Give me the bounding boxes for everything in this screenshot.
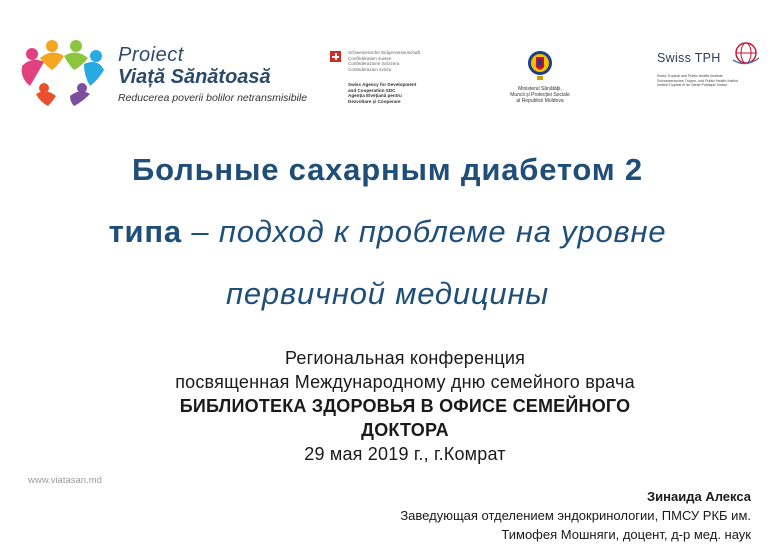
sdc-agency-text: Swiss Agency for Development and Cooperation SDC Agenția Elvețiană pentru Dezvoltare și Cooperare [348,82,417,104]
title-italic-text: – подход к проблеме на уровне [181,214,667,249]
ministry-logo [495,48,585,116]
coat-of-arms-icon [527,48,553,82]
website-url: www.viatasan.md [28,475,102,486]
title-line-1: Больные сахарным диабетом 2 [132,152,643,187]
globe-icon [729,40,763,66]
logo-tagline: Reducerea poverii bolilor netransmisibile [118,92,308,104]
conference-title-line-2: ДОКТОРА [361,420,449,440]
title-bold-word: типа [108,214,182,249]
swiss-tph-description: Swiss Tropical and Public Health Institute Schweizerisches Tropen- und Public Health-Institut Institut Tropical et de Santé Publique Suisse [657,74,739,88]
ministry-text: Ministerul Sănătății, Muncii și Protecției Sociale al Republicii Moldova [510,86,570,104]
swiss-tph-logo [655,40,765,110]
swiss-tph-name: Swiss TPH [657,51,721,65]
author-position-line-2: Тимофея Мошняги, доцент, д-р мед. наук [501,527,751,542]
logo-proiect-text: Proiect [118,44,184,66]
conference-title-line-1: БИБЛИОТЕКА ЗДОРОВЬЯ В ОФИСЕ СЕМЕЙНОГО [179,396,631,416]
swiss-confederation-text: Schweizerische Eidgenossenschaft Confédération suisse Confederazione Svizzera Confederaziun svizra [348,50,421,72]
conference-date-place: 29 мая 2019 г., г.Комрат [304,444,506,464]
title-line-2 [0,214,775,250]
swiss-flag-icon [330,51,341,62]
swiss-sdc-logo [330,48,440,118]
heart-people-icon [18,36,108,108]
author-position-line-1: Заведующая отделением эндокринологии, ПМСУ РКБ им. [400,508,751,523]
author-name: Зинаида Алекса [647,489,751,504]
logo-viata-text: Viață Sănătoasă [118,66,271,88]
title-line-3: первичной медицины [226,276,549,311]
viata-sanatoasa-logo [18,36,308,108]
conference-dedication: посвященная Международному дню семейного врача [175,372,635,392]
conference-name: Региональная конференция [284,348,526,368]
